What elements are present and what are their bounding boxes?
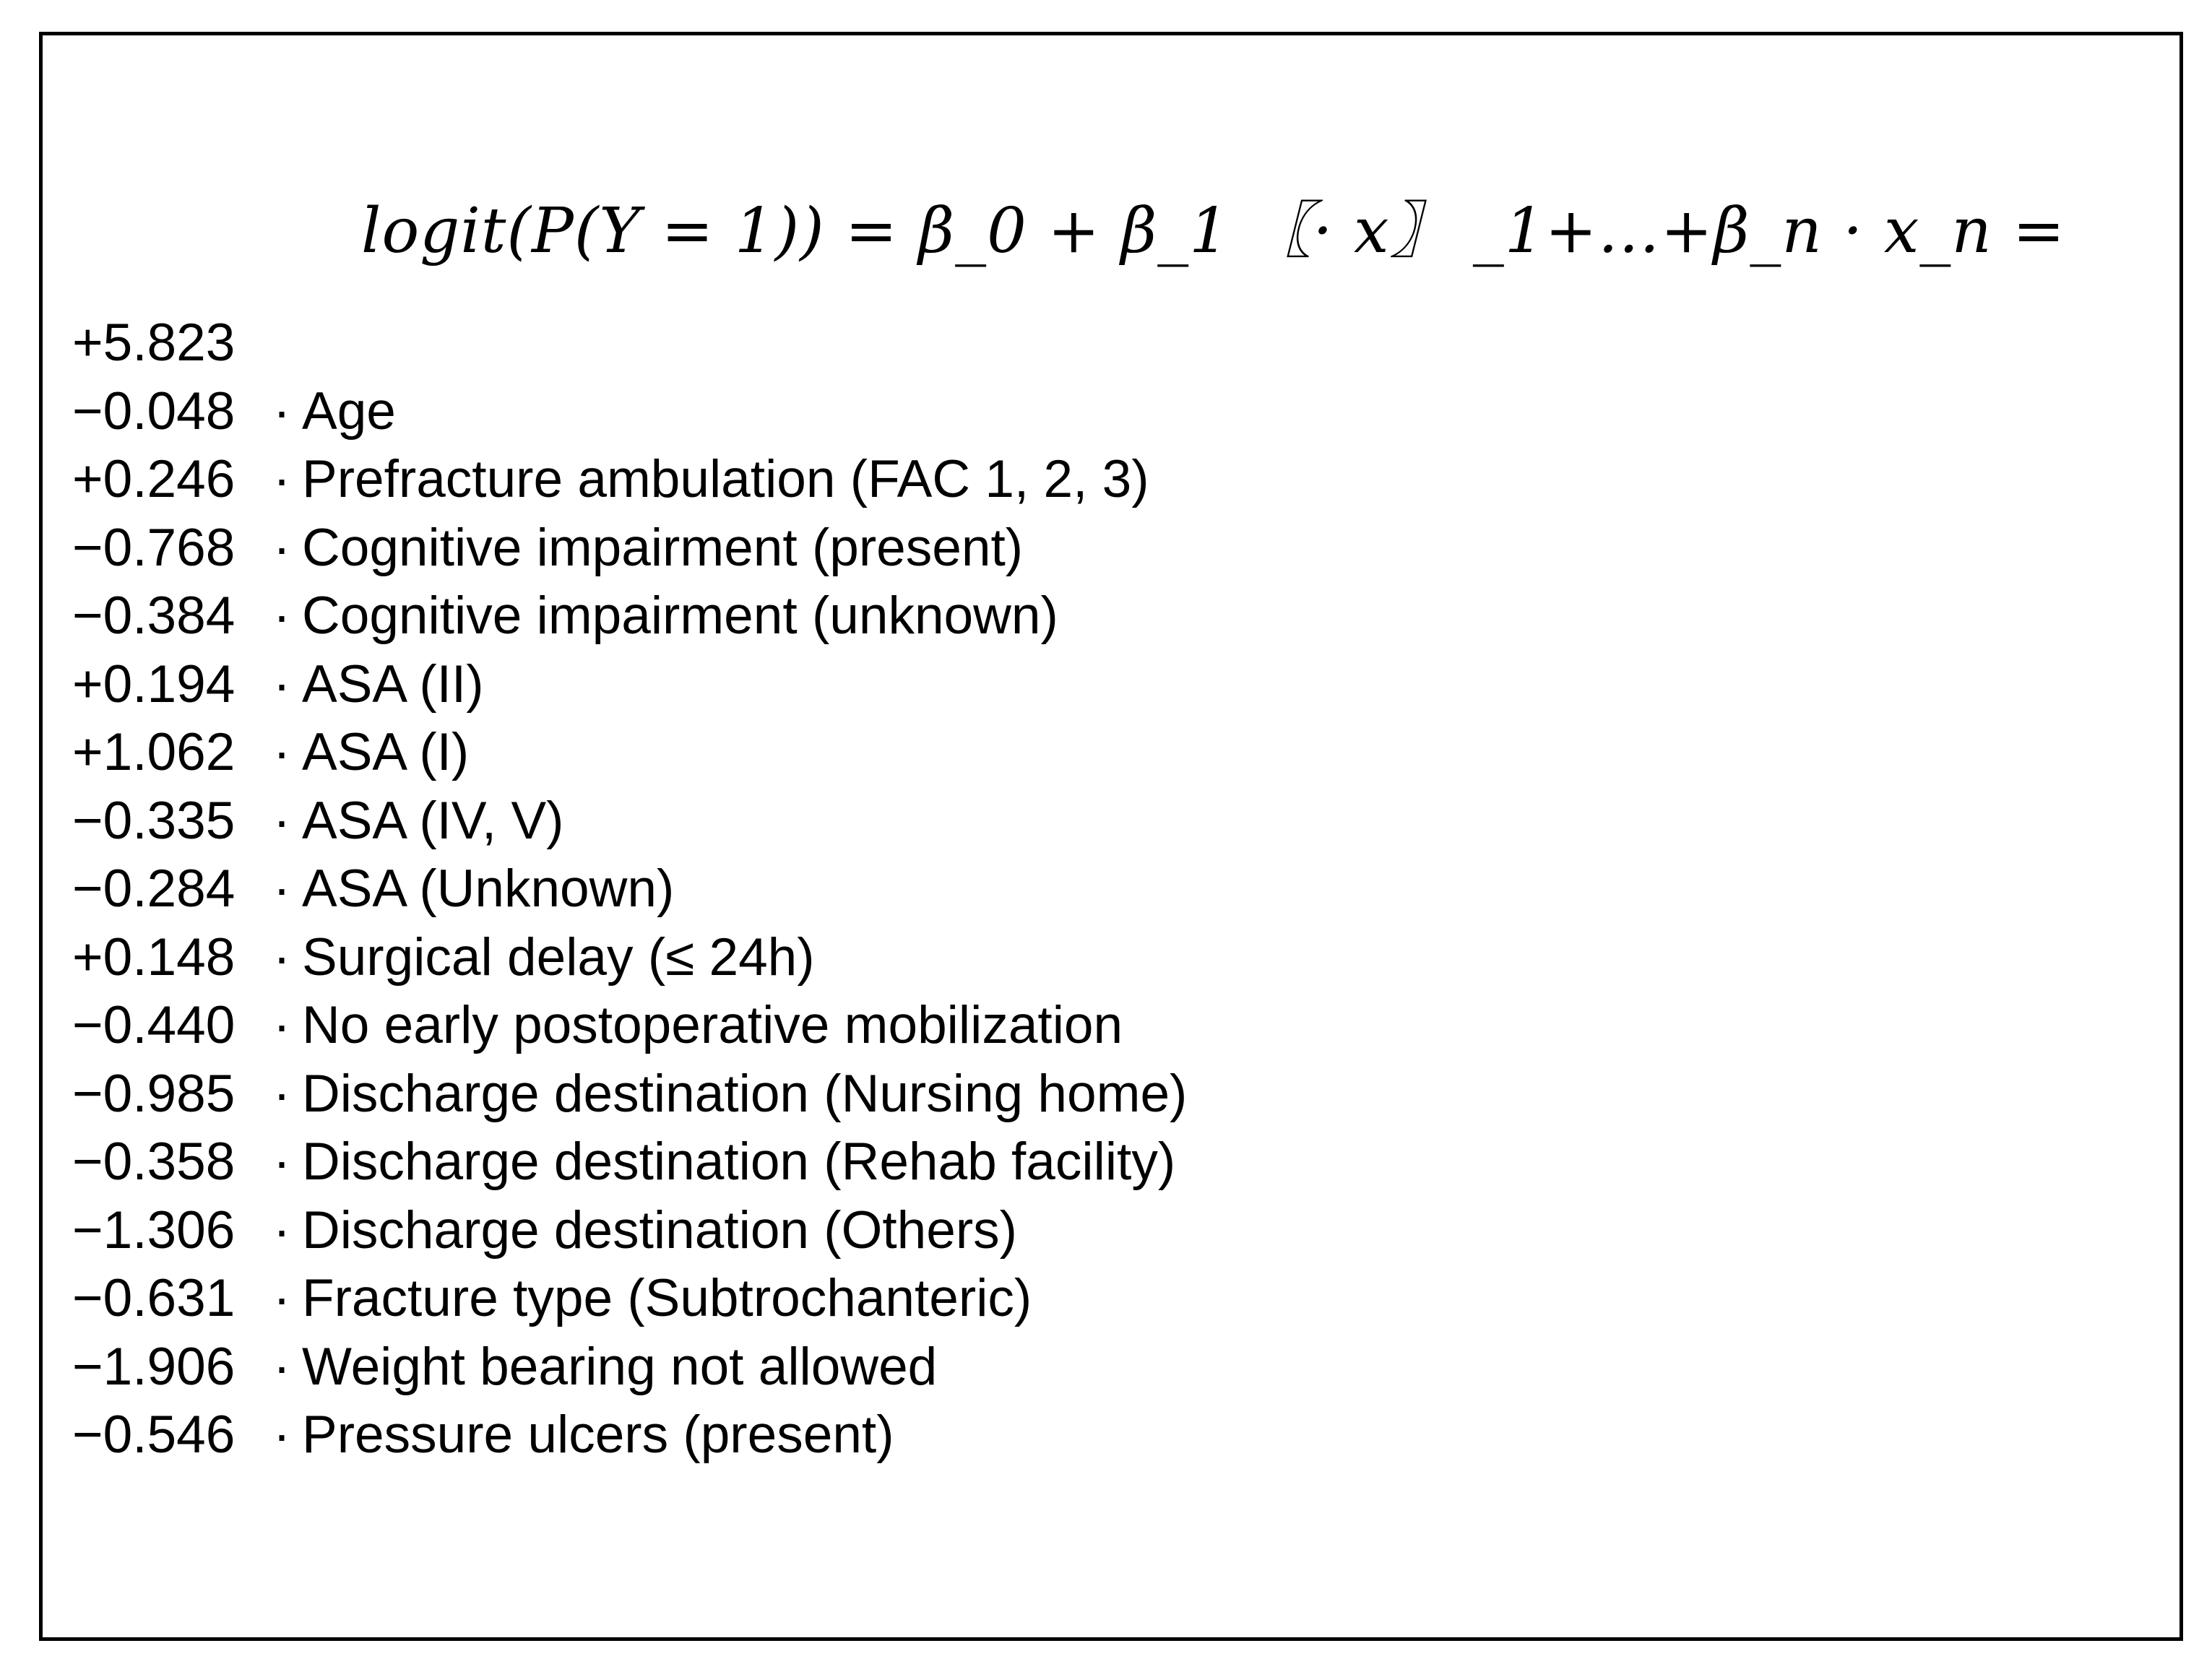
term-coefficient: −0.048 <box>72 381 236 441</box>
term-row <box>72 1128 1187 1197</box>
multiply-dot: · <box>272 518 291 577</box>
logit-formula: logit(P(Y = 1)) = β_0 + β_1 〖· x〗 _1+…+β_n · x_n = <box>361 195 2066 267</box>
term-coefficient: +0.194 <box>72 654 236 714</box>
term-row <box>72 378 1187 446</box>
term-label: Cognitive impairment (unknown) <box>302 586 1058 645</box>
term-label: Fracture type (Subtrochanteric) <box>302 1269 1032 1327</box>
term-label: Surgical delay (≤ 24h) <box>302 927 815 987</box>
term-label: ASA (Unknown) <box>302 859 675 918</box>
multiply-dot: · <box>272 450 291 508</box>
term-coefficient: −0.768 <box>72 518 236 577</box>
multiply-dot: · <box>272 1064 291 1123</box>
term-row <box>72 787 1187 856</box>
intercept-value: +5.823 <box>72 313 236 372</box>
term-row <box>72 992 1187 1060</box>
term-label: Cognitive impairment (present) <box>302 518 1024 577</box>
term-label: Prefracture ambulation (FAC 1, 2, 3) <box>302 450 1149 508</box>
term-coefficient: −0.631 <box>72 1269 236 1327</box>
term-row <box>72 582 1187 651</box>
multiply-dot: · <box>272 1269 291 1327</box>
term-coefficient: −0.546 <box>72 1405 236 1464</box>
term-coefficient: −1.906 <box>72 1337 236 1396</box>
term-coefficient: +1.062 <box>72 723 236 781</box>
term-label: ASA (II) <box>302 654 484 714</box>
term-label: No early postoperative mobilization <box>302 996 1123 1054</box>
term-row <box>72 1333 1187 1402</box>
term-row <box>72 446 1187 514</box>
term-row <box>72 855 1187 924</box>
intercept-row <box>72 309 1187 378</box>
coefficient-list <box>72 309 1187 1470</box>
term-label: Age <box>302 381 396 441</box>
term-coefficient: −1.306 <box>72 1200 236 1260</box>
term-row <box>72 924 1187 992</box>
term-label: Pressure ulcers (present) <box>302 1405 894 1464</box>
multiply-dot: · <box>272 1132 291 1191</box>
multiply-dot: · <box>272 791 291 850</box>
term-row <box>72 514 1187 583</box>
multiply-dot: · <box>272 1405 291 1464</box>
multiply-dot: · <box>272 586 291 645</box>
term-row <box>72 1060 1187 1129</box>
multiply-dot: · <box>272 654 291 714</box>
term-row <box>72 1401 1187 1470</box>
term-coefficient: +0.246 <box>72 450 236 508</box>
term-label: ASA (I) <box>302 723 470 781</box>
multiply-dot: · <box>272 927 291 987</box>
term-row <box>72 651 1187 719</box>
multiply-dot: · <box>272 1337 291 1396</box>
term-coefficient: −0.985 <box>72 1064 236 1123</box>
multiply-dot: · <box>272 723 291 781</box>
term-row <box>72 1265 1187 1333</box>
multiply-dot: · <box>272 996 291 1054</box>
multiply-dot: · <box>272 1200 291 1260</box>
term-coefficient: −0.335 <box>72 791 236 850</box>
term-label: Discharge destination (Nursing home) <box>302 1064 1188 1123</box>
term-label: Weight bearing not allowed <box>302 1337 938 1396</box>
term-label: Discharge destination (Rehab facility) <box>302 1132 1176 1191</box>
term-coefficient: −0.440 <box>72 996 236 1054</box>
term-coefficient: +0.148 <box>72 927 236 987</box>
term-coefficient: −0.284 <box>72 859 236 918</box>
multiply-dot: · <box>272 381 291 441</box>
term-label: Discharge destination (Others) <box>302 1200 1017 1260</box>
term-label: ASA (IV, V) <box>302 791 564 850</box>
term-row <box>72 719 1187 787</box>
term-coefficient: −0.384 <box>72 586 236 645</box>
term-coefficient: −0.358 <box>72 1132 236 1191</box>
term-row <box>72 1197 1187 1265</box>
multiply-dot: · <box>272 859 291 918</box>
